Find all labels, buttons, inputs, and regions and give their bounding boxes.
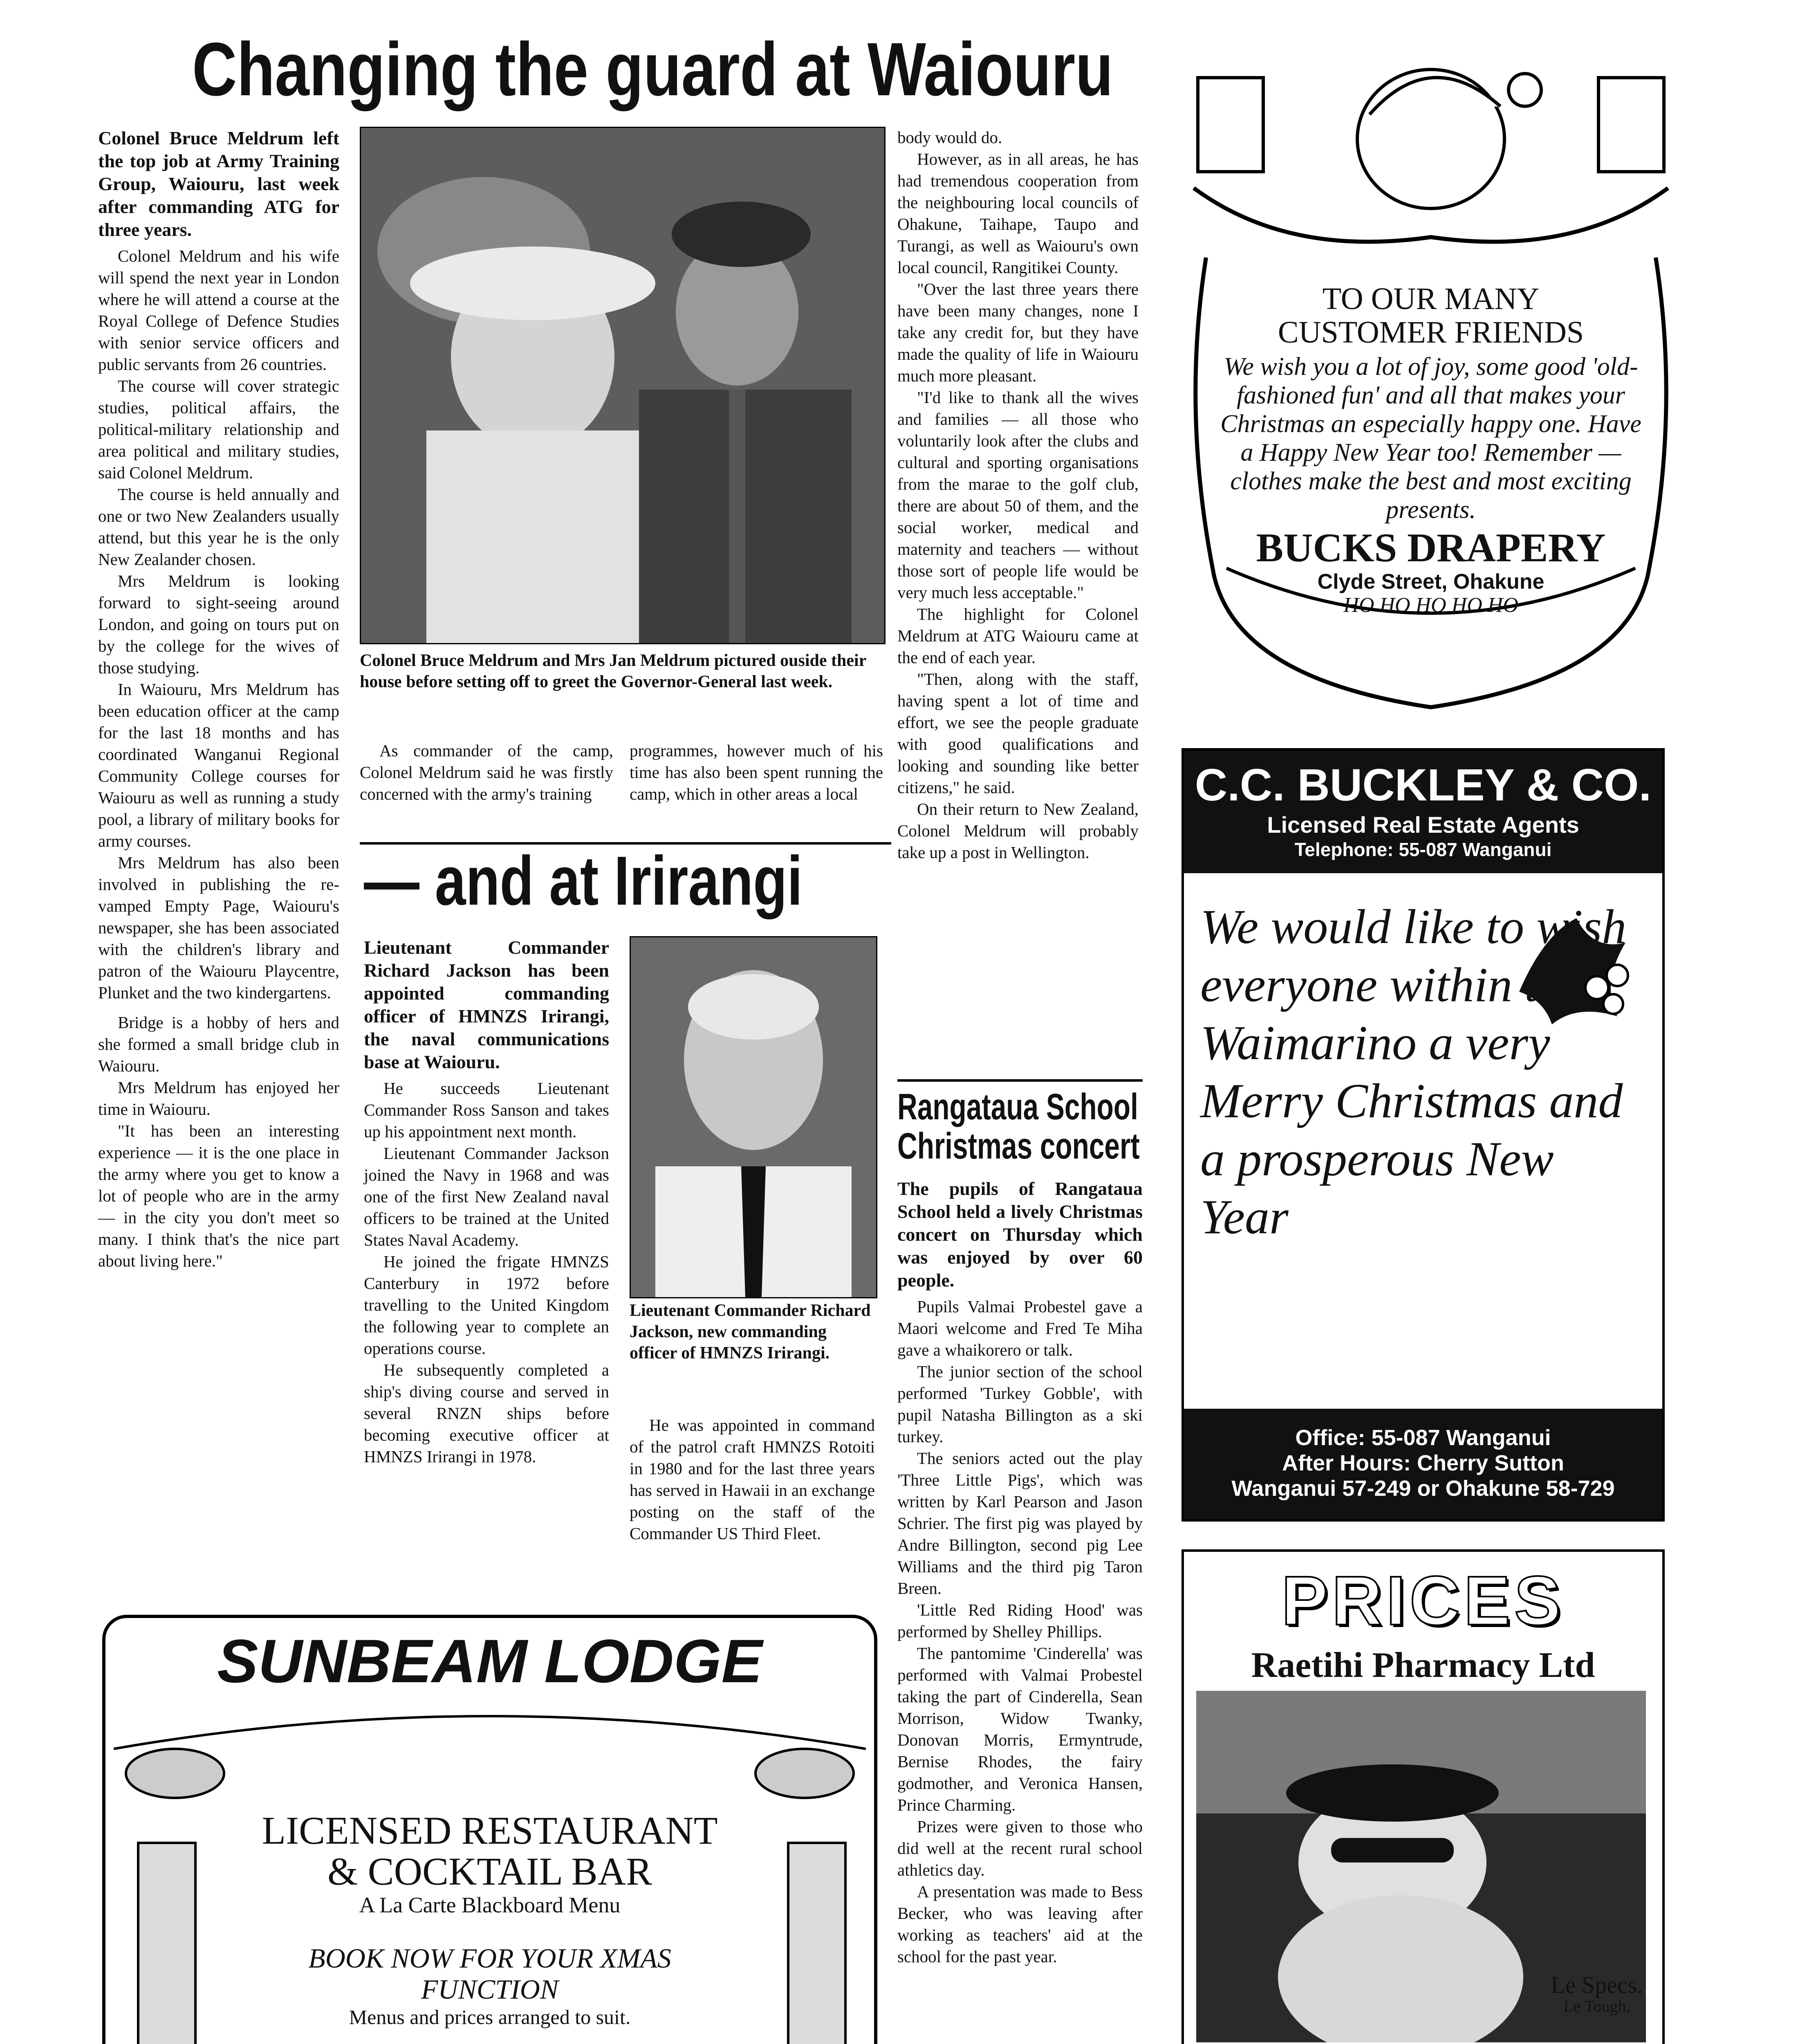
waiouru-column-2a xyxy=(360,740,613,805)
sunbeam-book1: BOOK NOW FOR YOUR XMAS xyxy=(308,1943,671,1974)
jackson-photo xyxy=(630,936,877,1298)
sunbeam-menu: A La Carte Blackboard Menu xyxy=(359,1893,621,1917)
waiouru-lead: Colonel Bruce Meldrum left the top job at Army Training Group, Waiouru, last week after commanding ATG for three years. xyxy=(98,128,339,240)
paragraph: As commander of the camp, Colonel Meldrum said he was firstly concerned with the army's training xyxy=(360,741,613,803)
paragraph: On their return to New Zealand, Colonel Meldrum will probably take up a post in Wellington. xyxy=(897,800,1139,862)
paragraph: Mrs Meldrum has enjoyed her time in Waiouru. xyxy=(98,1078,339,1118)
rangataua-rule xyxy=(897,1079,1143,1082)
paragraph: The pantomime 'Cinderella' was performed with Valmai Probestel taking the part of Cinderella, Sean Morrison, Widow Twanky, Donovan Morris, Ermyntrude, Bernise Rhodes, the fairy godmother, and Veronica Hansen, Prince Charming. xyxy=(897,1644,1143,1814)
bucks-heading1: TO OUR MANY xyxy=(1322,282,1540,316)
rangataua-headline-line1: Rangataua School xyxy=(897,1087,1138,1127)
paragraph: The course will cover strategic studies, political affairs, the political-military relationship and area political and military studies, said Colonel Meldrum. xyxy=(98,377,339,482)
paragraph: "I'd like to thank all the wives and families — all those who voluntarily look after the clubs and cultural and sporting organisations from the marae to the golf club, there are about 50 of them, and the social worker, medical and maternity and teachers — without those sort of people life would be very much less acceptable." xyxy=(897,388,1139,602)
buckley-message: We would like to wish everyone within the Waimarino a very Merry Christmas and a prosperous New Year xyxy=(1200,899,1627,1244)
paragraph: Mrs Meldrum is looking forward to sight-seeing around London, and going on tours put on by the college for the wives of those studying. xyxy=(98,572,339,677)
buckley-after-hours: After Hours: Cherry Sutton xyxy=(1282,1451,1565,1475)
buckley-name: C.C. BUCKLEY & CO. xyxy=(1195,760,1652,810)
waiouru-column-2b xyxy=(630,740,883,805)
paragraph: "Over the last three years there have been many changes, none I take any credit for, but they have made the quality of life in Waiouru much more pleasant. xyxy=(897,280,1139,385)
bucks-address: Clyde Street, Ohakune xyxy=(1317,570,1545,594)
jackson-photo-caption: Lieutenant Commander Richard Jackson, new commanding officer of HMNZS Irirangi. xyxy=(630,1301,871,1363)
main-headline: Changing the guard at Waiouru xyxy=(192,27,1113,112)
meldrum-photo xyxy=(360,127,886,644)
irirangi-headline: — and at Irirangi xyxy=(364,842,803,920)
rangataua-headline-line2: Christmas concert xyxy=(897,1126,1140,1167)
buckley-phone: Telephone: 55-087 Wanganui xyxy=(1294,839,1552,860)
prices-logo: PRICES xyxy=(1281,1562,1565,1640)
paragraph: A presentation was made to Bess Becker, who was leaving after working as teachers' aid at the school for the past year. xyxy=(897,1882,1143,1966)
waiouru-column-3 xyxy=(897,127,1139,863)
sunbeam-logo: SUNBEAM LODGE xyxy=(217,1627,762,1695)
paragraph: programmes, however much of his time has also been spent running the camp, which in other areas a local xyxy=(630,741,883,803)
sunbeam-title1: LICENSED RESTAURANT xyxy=(262,1809,718,1852)
paragraph: Bridge is a hobby of hers and she formed a small bridge club in Waiouru. xyxy=(98,1013,339,1075)
irirangi-column-2 xyxy=(630,1414,875,1544)
rangataua-lead: The pupils of Rangataua School held a lively Christmas concert on Thursday which was enjoyed by over 60 people. xyxy=(897,1178,1143,1291)
paragraph: He subsequently completed a ship's diving course and served in several RNZN ships before becoming executive officer at HMNZS Irirangi in 1978. xyxy=(364,1360,609,1466)
bucks-message: We wish you a lot of joy, some good 'old-fashioned fun' and all that makes your Christmas an especially happy one. Have a Happy New Year too! Remember — clothes make the best and most exciting presents. xyxy=(1220,353,1641,524)
bucks-drapery-ad xyxy=(1165,45,1697,719)
paragraph: He joined the frigate HMNZS Canterbury in 1972 before travelling to the United Kingdom the following year to complete an operations course. xyxy=(364,1252,609,1358)
paragraph: "It has been an interesting experience — it is the one place in the army where you get to know a lot of people who are in the army — in the city you don't meet so many. I think that's the nice part about living here." xyxy=(98,1121,339,1270)
paragraph: The seniors acted out the play 'Three Little Pigs', which was written by Karl Pearson and Jason Schrier. The first pig was played by Andre Billington, second pig Lee Williams and the third pig Taron Breen. xyxy=(897,1449,1143,1598)
meldrum-photo-caption: Colonel Bruce Meldrum and Mrs Jan Meldrum pictured ouside their house before setting off to greet the Governor-General last week. xyxy=(360,651,866,691)
prices-ad xyxy=(1181,1549,1665,2044)
paragraph: The course is held annually and one or two New Zealanders usually attend, but this year he is the only New Zealander chosen. xyxy=(98,485,339,569)
paragraph: "Then, along with the staff, having spent a lot of time and effort, we see the people graduate with good qualifications and looking and sounding like better citizens," he said. xyxy=(897,670,1139,797)
paragraph: Mrs Meldrum has also been involved in publishing the re-vamped Empty Page, Waiouru's newspaper, she has been associated with the children's library and patron of the Waiouru Playcentre, Plunket and the two kindergartens. xyxy=(98,853,339,1002)
bucks-heading2: CUSTOMER FRIENDS xyxy=(1278,315,1584,350)
letough-brand: Le Tough. xyxy=(1563,1997,1630,2015)
paragraph: 'Little Red Riding Hood' was performed by Shelley Phillips. xyxy=(897,1600,1143,1641)
irirangi-column-1 xyxy=(364,936,609,1468)
paragraph: Lieutenant Commander Jackson joined the Navy in 1968 and was one of the first New Zealand naval officers to be trained at the United States Naval Academy. xyxy=(364,1144,609,1249)
rangataua-headline xyxy=(897,1087,1140,1166)
paragraph: The junior section of the school performed 'Turkey Gobble', with pupil Natasha Billington as a ski turkey. xyxy=(897,1362,1143,1446)
paragraph: Colonel Meldrum and his wife will spend the next year in London where he will attend a course at the Royal College of Defence Studies with senior service officers and public servants from 26 countries. xyxy=(98,247,339,374)
bucks-hoho: HO HO HO HO HO xyxy=(1343,594,1518,617)
buckley-after-hours-numbers: Wanganui 57-249 or Ohakune 58-729 xyxy=(1231,1476,1615,1501)
buckley-header xyxy=(1184,751,1662,873)
buckley-office: Office: 55-087 Wanganui xyxy=(1295,1425,1551,1450)
paragraph: However, as in all areas, he has had tremendous cooperation from the neighbouring local councils of Ohakune, Taihape, Taupo and Turangi, as well as Waiouru's own local council, Rangitikei County. xyxy=(897,150,1139,277)
paragraph: He was appointed in command of the patrol craft HMNZS Rotoiti in 1980 and for the last three years has served in Hawaii in an exchange posting on the staff of the Commander US Third Fleet. xyxy=(630,1416,875,1543)
buckley-ad xyxy=(1181,748,1665,1522)
buckley-footer xyxy=(1184,1409,1662,1519)
paragraph: In Waiouru, Mrs Meldrum has been education officer at the camp for the last 18 months and has coordinated Wanganui Regional Community College courses for Waiouru as well as running a study pool, a library of military books for army courses. xyxy=(98,680,339,850)
paragraph: Pupils Valmai Probestel gave a Maori welcome and Fred Te Miha gave a whaikorero or talk. xyxy=(897,1297,1143,1359)
paragraph: body would do. xyxy=(897,128,1002,147)
paragraph: The highlight for Colonel Meldrum at ATG Waiouru came at the end of each year. xyxy=(897,605,1139,667)
sunbeam-lodge-ad xyxy=(102,1615,877,2044)
sunbeam-title2: & COCKTAIL BAR xyxy=(327,1849,652,1893)
irirangi-lead: Lieutenant Commander Richard Jackson has been appointed commanding officer of HMNZS Irirangi, the naval communications base at Waiouru. xyxy=(364,937,609,1072)
paragraph: Prizes were given to those who did well at the recent rural school athletics day. xyxy=(897,1817,1143,1879)
bucks-name: BUCKS DRAPERY xyxy=(1256,525,1606,570)
rangataua-column xyxy=(897,1177,1143,1968)
lespecs-brand: Le Specs. xyxy=(1551,1972,1643,1998)
sunbeam-prices: Menus and prices arranged to suit. xyxy=(349,2006,631,2028)
prices-pharmacy-name: Raetihi Pharmacy Ltd xyxy=(1251,1645,1595,1685)
paragraph: He succeeds Lieutenant Commander Ross Sanson and takes up his appointment next month. xyxy=(364,1079,609,1141)
sunbeam-book2: FUNCTION xyxy=(421,1974,559,2005)
buckley-subtitle: Licensed Real Estate Agents xyxy=(1267,812,1579,838)
waiouru-column-1 xyxy=(98,127,339,1272)
